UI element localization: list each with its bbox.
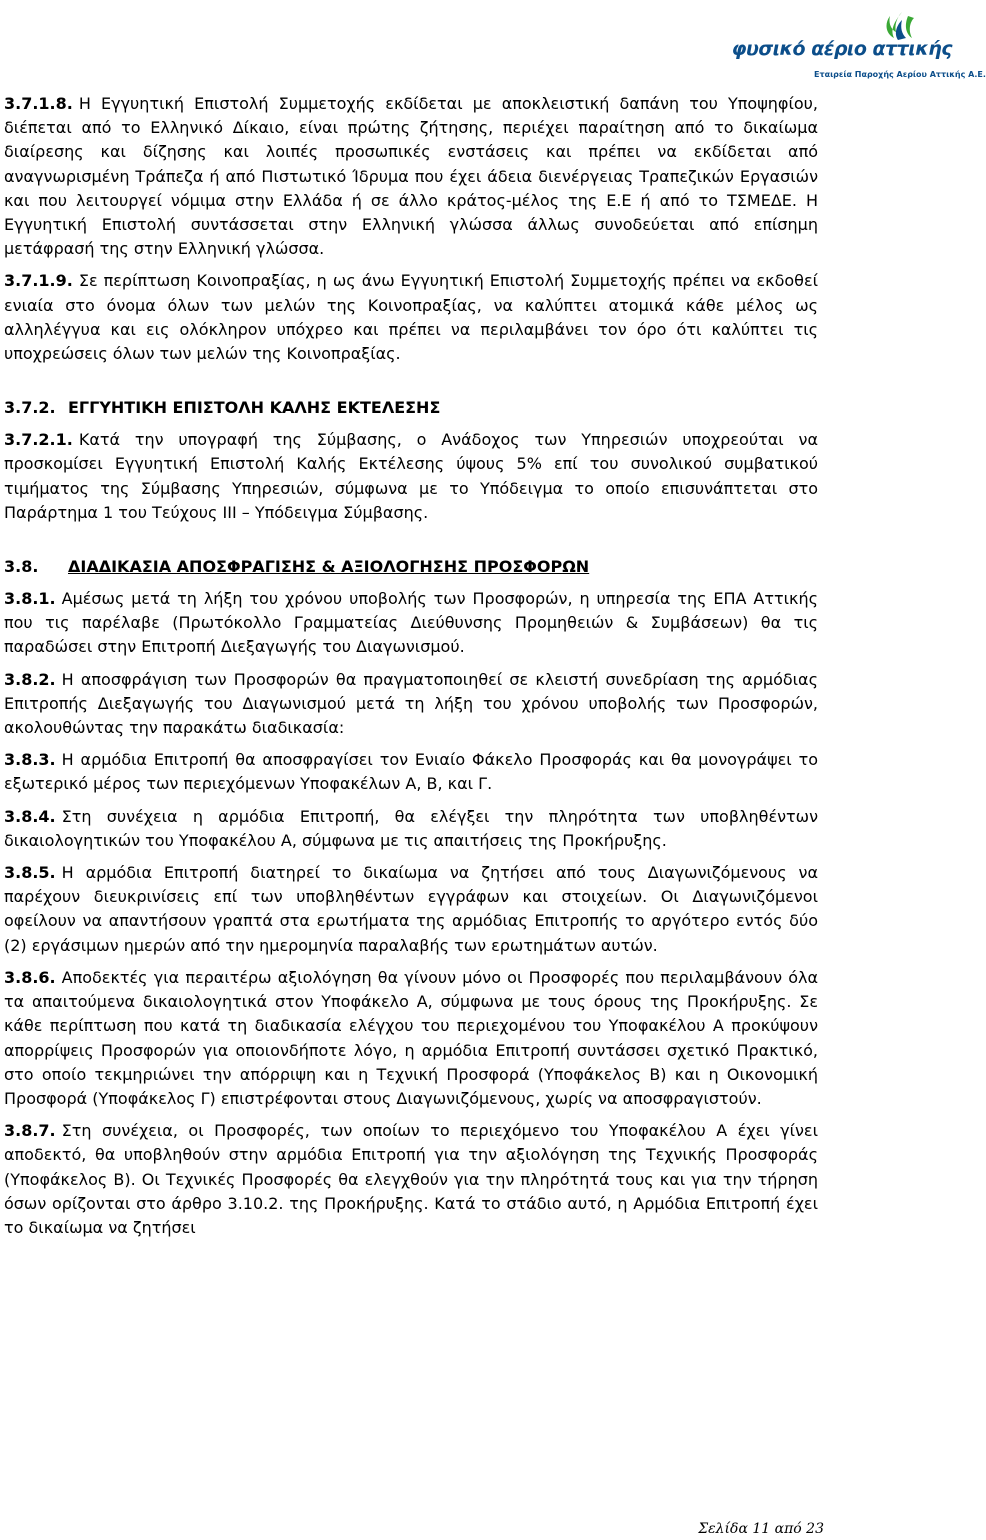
- paragraph-3-8-3: [4, 748, 818, 796]
- section-heading-3-7-2: [4, 396, 818, 420]
- paragraph-3-8-7: [4, 1119, 818, 1240]
- paragraph-number: 3.8.6.: [4, 967, 56, 987]
- paragraph-number: 3.8.7.: [4, 1121, 56, 1141]
- paragraph-3-8-2: [4, 668, 818, 741]
- paragraph-text: Αποδεκτές για περαιτέρω αξιολόγηση θα γίνουν μόνο οι Προσφορές που περιλαμβάνουν όλα τα απαιτούμενα δικαιολογητικά στον Υποφάκελο Α, σύμφωνα με τους όρους της Προκήρυξης. Σε κάθε περίπτωση που κατά τη διαδικασία ελέγχου του περιεχομένου του Υποφακέλου Α προκύψουν απορρίψεις Προσφορών για οποιονδήποτε λόγο, η αρμόδια Επιτροπή συντάσσει σχετικό Πρακτικό, στο οποίο τεκμηριώνει την απόρριψη και η Τεχνική Προσφορά (Υποφάκελος Β) και η Οικονομική Προσφορά (Υποφάκελος Γ) επιστρέφονται στους Διαγωνιζόμενους, χωρίς να αποσφραγιστούν.: [4, 967, 818, 1108]
- paragraph-number: 3.8.3.: [4, 750, 56, 770]
- logo-title: φυσικό αέριο αττικής: [731, 38, 952, 60]
- heading-number: 3.7.2.: [4, 398, 56, 418]
- paragraph-text: Στη συνέχεια, οι Προσφορές, των οποίων το περιεχόμενο του Υποφακέλου Α έχει γίνει αποδεκτό, θα υποβληθούν στην αρμόδια Επιτροπή για την αξιολόγηση της Τεχνικής Προσφοράς (Υποφάκελος Β). Οι Τεχνικές Προσφορές θα ελεγχθούν για την πληρότητά τους και για την τήρηση όσων ορίζονται στο άρθρο 3.10.2. της Προκήρυξης. Κατά το στάδιο αυτό, η Αρμόδια Επιτροπή έχει το δικαίωμα να ζητήσει: [4, 1121, 818, 1237]
- logo-subtitle: Εταιρεία Παροχής Αερίου Αττικής Α.Ε.: [814, 70, 986, 79]
- paragraph-3-8-4: [4, 805, 818, 853]
- paragraph-number: 3.8.5.: [4, 863, 56, 883]
- paragraph-3-8-1: [4, 587, 818, 660]
- heading-text: ΕΓΓΥΗΤΙΚΗ ΕΠΙΣΤΟΛΗ ΚΑΛΗΣ ΕΚΤΕΛΕΣΗΣ: [68, 398, 441, 418]
- document-body: [4, 92, 818, 1240]
- paragraph-text: Η αρμόδια Επιτροπή διατηρεί το δικαίωμα να ζητήσει από τους Διαγωνιζόμενους να παρέχουν διευκρινίσεις επί των υποβληθέντων εγγράφων και στοιχείων. Οι Διαγωνιζόμενοι οφείλουν να απαντήσουν γραπτά στα ερωτήματα της αρμόδιας Επιτροπής το αργότερο εντός δύο (2) εργάσιμων ημερών από την ημερομηνία παραλαβής των ερωτημάτων αυτών.: [4, 863, 818, 955]
- paragraph-text: Η αποσφράγιση των Προσφορών θα πραγματοποιηθεί σε κλειστή συνεδρίαση της αρμόδιας Επιτροπής Διεξαγωγής του Διαγωνισμού μετά τη λήξη του χρόνου υποβολής των Προσφορών, ακολουθώντας την παρακάτω διαδικασία:: [4, 669, 818, 738]
- section-heading-3-8: [4, 555, 818, 579]
- paragraph-text: Η αρμόδια Επιτροπή θα αποσφραγίσει τον Ενιαίο Φάκελο Προσφοράς και θα μονογράψει το εξωτερικό μέρος των περιεχόμενων Υποφακέλων Α, Β, και Γ.: [4, 750, 818, 794]
- paragraph-number: 3.7.2.1.: [4, 430, 73, 450]
- paragraph-3-8-5: [4, 861, 818, 958]
- paragraph-number: 3.8.4.: [4, 806, 56, 826]
- paragraph-3-8-6: [4, 966, 818, 1111]
- page-number: Σελίδα 11 από 23: [698, 1521, 824, 1537]
- paragraph-number: 3.7.1.8.: [4, 94, 73, 113]
- paragraph-text: Αμέσως μετά τη λήξη του χρόνου υποβολής των Προσφορών, η υπηρεσία της ΕΠΑ Αττικής που τις παρέλαβε (Πρωτόκολλο Γραμματείας Διεύθυνσης Προμηθειών & Συμβάσεων) θα τις παραδώσει στην Επιτροπή Διεξαγωγής του Διαγωνισμού.: [4, 589, 818, 657]
- paragraph-number: 3.8.2.: [4, 669, 56, 689]
- paragraph-3-7-2-1: [4, 428, 818, 525]
- heading-number: 3.8.: [4, 557, 39, 577]
- paragraph-number: 3.7.1.9.: [4, 271, 73, 291]
- paragraph-3-7-1-9: [4, 269, 818, 366]
- paragraph-text: Σε περίπτωση Κοινοπραξίας, η ως άνω Εγγυητική Επιστολή Συμμετοχής πρέπει να εκδοθεί ενιαία στο όνομα όλων των μελών της Κοινοπραξίας, να καλύπτει ατομικά κάθε μέλος ως αλληλέγγυα και εις ολόκληρον υπόχρεο και πρέπει να περιλαμβάνει τον όρο ότι καλύπτει τις υποχρεώσεις όλων των μελών της Κοινοπραξίας.: [4, 271, 818, 364]
- paragraph-3-7-1-8: [4, 92, 818, 261]
- paragraph-number: 3.8.1.: [4, 589, 56, 609]
- paragraph-text: Κατά την υπογραφή της Σύμβασης, ο Ανάδοχος των Υπηρεσιών υποχρεούται να προσκομίσει Εγγυητική Επιστολή Καλής Εκτέλεσης ύψους 5% επί του συνολικού συμβατικού τιμήματος της Σύμβασης Υπηρεσιών, σύμφωνα με το Υπόδειγμα το οποίο επισυνάπτεται στο Παράρτημα 1 του Τεύχους ΙΙΙ – Υπόδειγμα Σύμβασης.: [4, 430, 818, 522]
- paragraph-text: Στη συνέχεια η αρμόδια Επιτροπή, θα ελέγξει την πληρότητα των υποβληθέντων δικαιολογητικών του Υποφακέλου Α, σύμφωνα με τις απαιτήσεις της Προκήρυξης.: [4, 806, 818, 850]
- heading-text: ΔΙΑΔΙΚΑΣΙΑ ΑΠΟΣΦΡΑΓΙΣΗΣ & ΑΞΙΟΛΟΓΗΣΗΣ ΠΡΟΣΦΟΡΩΝ: [68, 557, 590, 577]
- paragraph-text: Η Εγγυητική Επιστολή Συμμετοχής εκδίδεται με αποκλειστική δαπάνη του Υποψηφίου, διέπεται από το Ελληνικό Δίκαιο, είναι πρώτης ζήτησης, περιέχει παραίτηση από το δικαίωμα διαίρεσης και δίζησης και λοιπές προσωπικές ενστάσεις και πρέπει να εκδίδεται από αναγνωρισμένη Τράπεζα ή από Πιστωτικό Ίδρυμα που έχει άδεια διενέργειας Τραπεζικών Εργασιών και που λειτουργεί νόμιμα στην Ελλάδα ή σε άλλο κράτος-μέλος της Ε.Ε ή από το ΤΣΜΕΔΕ. Η Εγγυητική Επιστολή συντάσσεται στην Ελληνική γλώσσα άλλως συνοδεύεται από επίσημη μετάφρασή της στην Ελληνική γλώσσα.: [4, 94, 818, 259]
